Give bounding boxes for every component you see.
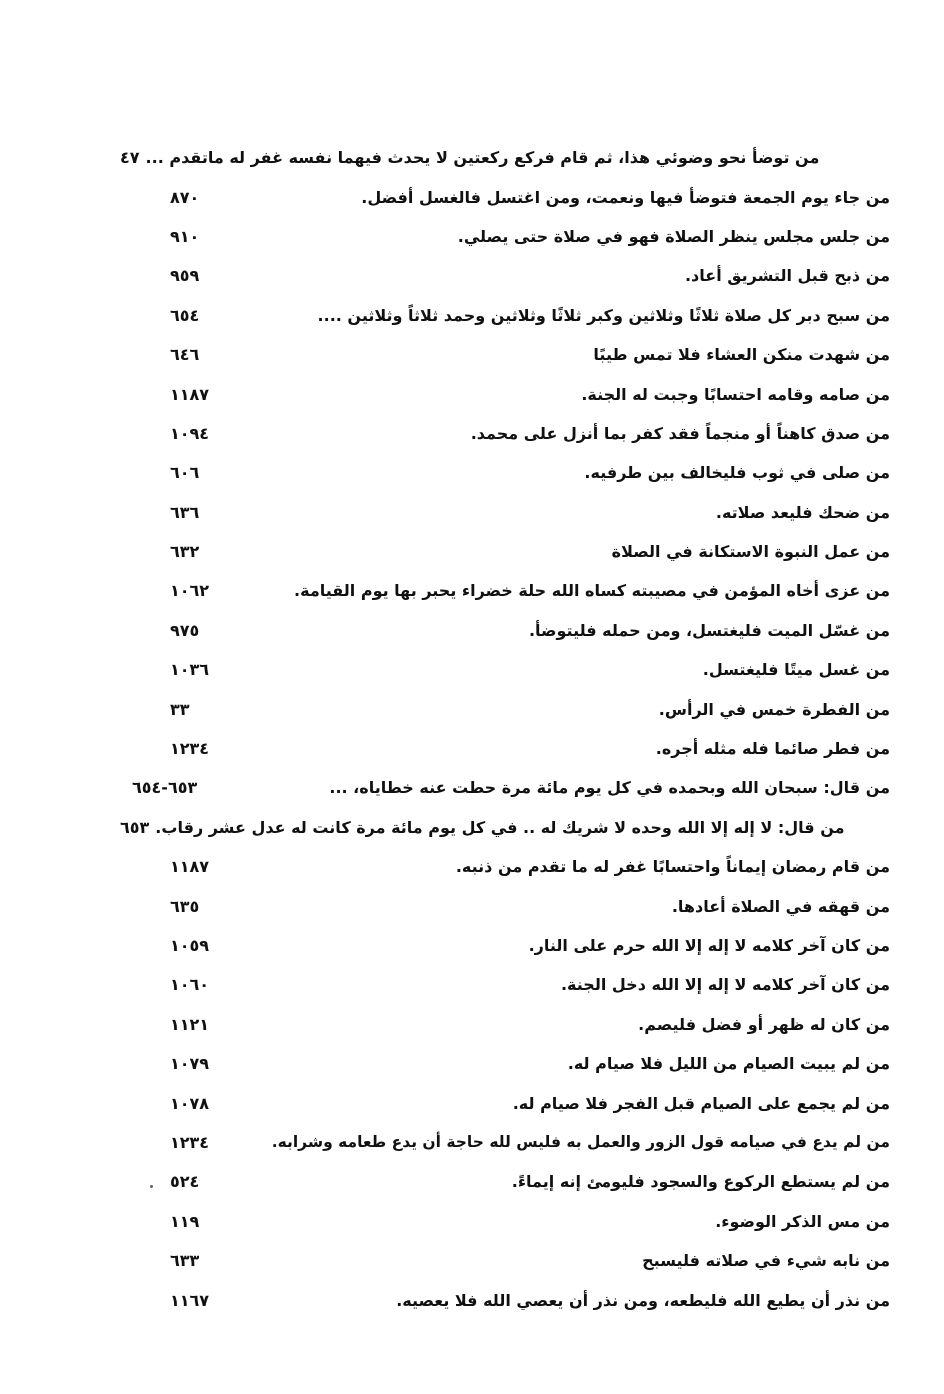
- index-entry: [120, 1280, 890, 1319]
- entry-page-number: ٩١٠: [170, 226, 200, 246]
- index-entry: [120, 611, 890, 650]
- entry-page-number: ١٠٦٢: [170, 581, 210, 601]
- index-entry: [120, 926, 890, 965]
- index-entry: [120, 532, 890, 571]
- entry-text: من توضأ نحو وضوئي هذا، ثم قام فركع ركعتين لا يحدث فيهما نفسه غفر له ماتقدم ...: [145, 148, 820, 168]
- index-entry: [120, 1123, 890, 1162]
- index-entry: [120, 847, 890, 886]
- entry-page-number: ١١٨٧: [170, 384, 210, 404]
- index-entry: [120, 1005, 890, 1044]
- entry-page-number: ٦٥٣-٦٥٤: [132, 778, 198, 798]
- entry-page-number: ٤٧: [120, 148, 140, 168]
- index-entry: [120, 177, 890, 216]
- entry-text: من جلس مجلس ينظر الصلاة فهو في صلاة حتى يصلي.: [457, 226, 890, 246]
- hadith-index-list: [120, 138, 890, 1320]
- index-entry: [120, 965, 890, 1004]
- index-entry: [120, 768, 890, 807]
- index-entry: [120, 374, 890, 413]
- entry-text: من لم يبيت الصيام من الليل فلا صيام له.: [567, 1054, 890, 1074]
- index-entry: [120, 1083, 890, 1122]
- index-entry: [120, 1202, 890, 1241]
- entry-text: من نذر أن يطيع الله فليطعه، ومن نذر أن يعصي الله فلا يعصيه.: [396, 1290, 890, 1310]
- entry-page-number: ٦٥٣: [120, 817, 150, 837]
- index-entry: [120, 453, 890, 492]
- entry-text: من مس الذكر الوضوء.: [715, 1211, 890, 1231]
- index-entry: [120, 689, 890, 728]
- entry-text: من قال: سبحان الله وبحمده في كل يوم مائة مرة حطت عنه خطاياه، ...: [329, 778, 890, 798]
- index-entry: [120, 1162, 890, 1201]
- entry-page-number: ٦٤٦: [170, 345, 200, 365]
- entry-page-number: ١٠٥٩: [170, 936, 210, 955]
- entry-text: من عمل النبوة الاستكانة في الصلاة: [611, 542, 890, 562]
- entry-text: من ذبح قبل التشريق أعاد.: [684, 266, 890, 286]
- entry-text: من لم يدع في صيامه قول الزور والعمل به فليس لله حاجة أن يدع طعامه وشرابه.: [271, 1133, 890, 1152]
- index-entry: [120, 414, 890, 453]
- entry-text: من الفطرة خمس في الرأس.: [658, 699, 890, 719]
- entry-text: من صامه وقامه احتسابًا وجبت له الجنة.: [581, 384, 890, 404]
- entry-text: من قام رمضان إيماناً واحتسابًا غفر له ما تقدم من ذنبه.: [455, 857, 890, 877]
- index-entry: [120, 571, 890, 610]
- index-entry: [120, 296, 890, 335]
- index-entry: [120, 729, 890, 768]
- index-entry: [120, 886, 890, 925]
- entry-text: من لم يجمع على الصيام قبل الفجر فلا صيام له.: [512, 1093, 890, 1113]
- entry-page-number: ٣٣: [170, 699, 190, 719]
- entry-page-number: ١٠٩٤: [170, 423, 210, 443]
- entry-text: من ضحك فليعد صلاته.: [715, 502, 890, 522]
- entry-page-number: ٦٣٦: [170, 502, 200, 522]
- entry-page-number: ٩٥٩: [170, 266, 200, 286]
- entry-page-number: ١١٨٧: [170, 857, 210, 877]
- entry-page-number: ٦٣٢: [170, 542, 200, 562]
- index-entry: [120, 493, 890, 532]
- entry-text: من قهقه في الصلاة أعادها.: [671, 896, 890, 916]
- entry-text: من قال: لا إله إلا الله وحده لا شريك له .. في كل يوم مائة مرة كانت له عدل عشر رقاب.: [155, 817, 845, 837]
- index-entry: [120, 217, 890, 256]
- entry-text: من غسل ميتًا فليغتسل.: [702, 660, 890, 680]
- entry-text: من جاء يوم الجمعة فتوضأ فيها ونعمت، ومن اغتسل فالغسل أفضل.: [361, 187, 890, 207]
- entry-text: من كان آخر كلامه لا إله إلا الله دخل الجنة.: [560, 975, 890, 995]
- entry-page-number: ١٠٧٩: [170, 1054, 210, 1074]
- scan-speck: [150, 1185, 153, 1188]
- index-entry: [120, 650, 890, 689]
- entry-text: من كان آخر كلامه لا إله إلا الله حرم على النار.: [528, 936, 890, 955]
- entry-page-number: ٦٠٦: [170, 463, 200, 483]
- entry-page-number: ١٠٦٠: [170, 975, 210, 995]
- entry-page-number: ٨٧٠: [170, 187, 200, 207]
- entry-page-number: ١٢٣٤: [170, 1132, 210, 1152]
- entry-text: من لم يستطع الركوع والسجود فليومئ إنه إيماءً.: [511, 1172, 890, 1192]
- entry-text: من عزى أخاه المؤمن في مصيبته كساه الله حلة خضراء يحبر بها يوم القيامة.: [294, 581, 890, 601]
- entry-page-number: ١١٩: [170, 1211, 200, 1231]
- entry-page-number: ١١٦٧: [170, 1290, 210, 1310]
- entry-text: من غسّل الميت فليغتسل، ومن حمله فليتوضأ.: [528, 620, 890, 640]
- entry-page-number: ٦٣٣: [170, 1251, 200, 1271]
- entry-text: من صلى في ثوب فليخالف بين طرفيه.: [584, 463, 890, 483]
- index-entry: [120, 138, 890, 177]
- entry-text: من سبح دبر كل صلاة ثلاثًا وثلاثين وكبر ثلاثًا وثلاثين وحمد ثلاثاً وثلاثين ....: [317, 305, 890, 325]
- index-entry: [120, 335, 890, 374]
- entry-text: من فطر صائما فله مثله أجره.: [655, 739, 890, 759]
- index-entry: [120, 808, 890, 847]
- entry-page-number: ١١٢١: [170, 1014, 210, 1034]
- entry-page-number: ٥٢٤: [170, 1172, 200, 1192]
- entry-page-number: ٦٣٥: [170, 896, 200, 916]
- entry-page-number: ١٢٣٤: [170, 739, 210, 759]
- entry-text: من شهدت منكن العشاء فلا تمس طيبًا: [593, 345, 890, 365]
- entry-text: من نابه شيء في صلاته فليسبح: [642, 1251, 890, 1271]
- entry-text: من كان له ظهر أو فضل فليصم.: [638, 1014, 890, 1034]
- index-entry: [120, 256, 890, 295]
- entry-page-number: ٩٧٥: [170, 620, 200, 640]
- index-entry: [120, 1241, 890, 1280]
- entry-page-number: ٦٥٤: [170, 305, 200, 325]
- index-entry: [120, 1044, 890, 1083]
- entry-page-number: ١٠٣٦: [170, 660, 210, 680]
- entry-page-number: ١٠٧٨: [170, 1093, 210, 1113]
- entry-text: من صدق كاهناً أو منجماً فقد كفر بما أنزل على محمد.: [470, 423, 890, 443]
